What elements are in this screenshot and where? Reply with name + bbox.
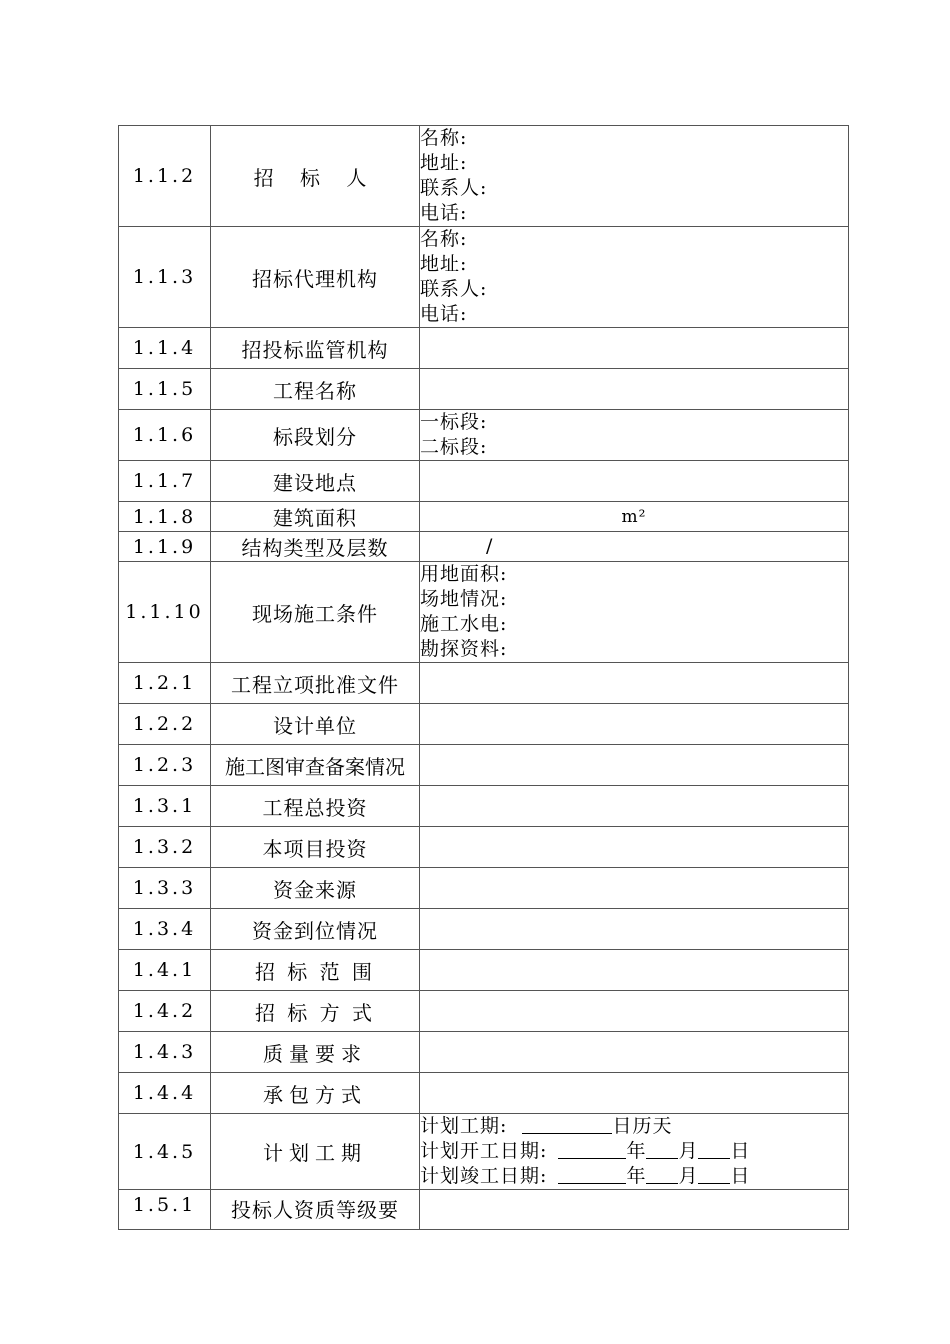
month-label: 月 [678,1165,699,1187]
row-value[interactable] [420,1073,849,1114]
table-row [119,786,849,827]
row-number: 1.1.5 [119,369,211,410]
contact-field: 联系人: [420,177,488,199]
start-date-label: 计划开工日期: [420,1140,548,1162]
table-row [119,227,849,328]
row-item: 结构类型及层数 [211,532,420,562]
row-item: 现场施工条件 [211,562,420,663]
contact-field: 联系人: [420,278,488,300]
land-area-field: 用地面积: [420,563,508,585]
phone-field: 电话: [420,202,468,224]
site-condition-field: 场地情况: [420,588,508,610]
row-value[interactable] [420,868,849,909]
row-value[interactable] [420,532,849,562]
row-number: 1.3.3 [119,868,211,909]
end-day-blank[interactable] [698,1165,730,1184]
section-one-field: 一标段: [420,411,488,433]
row-value[interactable] [420,410,849,461]
table-row [119,1032,849,1073]
phone-field: 电话: [420,303,468,325]
row-item: 设计单位 [211,704,420,745]
row-item: 工程总投资 [211,786,420,827]
row-value[interactable] [420,745,849,786]
year-label: 年 [626,1140,647,1162]
row-number: 1.1.10 [119,562,211,663]
row-value[interactable] [420,328,849,369]
table-row [119,328,849,369]
row-number: 1.1.3 [119,227,211,328]
name-field: 名称: [420,127,468,149]
row-number: 1.4.3 [119,1032,211,1073]
table-row [119,868,849,909]
table-row [119,745,849,786]
row-value[interactable] [420,562,849,663]
row-value[interactable] [420,786,849,827]
table-row [119,1114,849,1190]
row-item: 投标人资质等级要 [211,1190,420,1230]
row-item: 计划工期 [211,1114,420,1190]
row-value[interactable] [420,909,849,950]
table-row [119,704,849,745]
table-row [119,562,849,663]
row-value[interactable] [420,1114,849,1190]
utilities-field: 施工水电: [420,613,508,635]
day-label: 日 [730,1140,751,1162]
table-row [119,410,849,461]
duration-line [420,1114,848,1139]
row-value[interactable] [420,950,849,991]
table-row [119,369,849,410]
row-number: 1.2.3 [119,745,211,786]
row-item: 招 标 方 式 [211,991,420,1032]
table-row [119,502,849,532]
row-number: 1.1.4 [119,328,211,369]
row-item: 质量要求 [211,1032,420,1073]
row-number: 1.1.2 [119,126,211,227]
row-value[interactable] [420,369,849,410]
row-number: 1.4.2 [119,991,211,1032]
duration-unit: 日历天 [612,1115,673,1137]
end-year-blank[interactable] [558,1165,626,1184]
row-number: 1.2.1 [119,663,211,704]
end-date-line [420,1164,848,1189]
row-item: 施工图审查备案情况 [211,745,420,786]
start-date-line [420,1139,848,1164]
row-number: 1.3.1 [119,786,211,827]
row-value[interactable] [420,663,849,704]
start-year-blank[interactable] [558,1140,626,1159]
row-value[interactable] [420,704,849,745]
row-item: 招 标 范 围 [211,950,420,991]
address-field: 地址: [420,253,468,275]
row-number: 1.2.2 [119,704,211,745]
survey-data-field: 勘探资料: [420,638,508,660]
table-row [119,663,849,704]
row-value[interactable] [420,461,849,502]
row-item: 本项目投资 [211,827,420,868]
duration-blank[interactable] [522,1115,612,1134]
start-month-blank[interactable] [646,1140,678,1159]
duration-label: 计划工期: [420,1115,508,1137]
row-item: 标段划分 [211,410,420,461]
row-value[interactable] [420,827,849,868]
row-item: 招 标 人 [211,126,420,227]
row-number: 1.1.8 [119,502,211,532]
row-value[interactable] [420,227,849,328]
table-row [119,532,849,562]
row-number: 1.3.2 [119,827,211,868]
row-value[interactable] [420,991,849,1032]
row-item: 资金来源 [211,868,420,909]
bid-info-table [118,125,849,1230]
table-row [119,827,849,868]
table-row [119,1073,849,1114]
row-number: 1.5.1 [119,1190,211,1230]
row-item: 建筑面积 [211,502,420,532]
table-row [119,909,849,950]
name-field: 名称: [420,228,468,250]
row-value[interactable] [420,502,849,532]
table-row [119,950,849,991]
row-number: 1.4.1 [119,950,211,991]
row-number: 1.4.5 [119,1114,211,1190]
month-label: 月 [678,1140,699,1162]
table-row [119,991,849,1032]
end-month-blank[interactable] [646,1165,678,1184]
section-two-field: 二标段: [420,436,488,458]
day-label: 日 [730,1165,751,1187]
row-number: 1.1.9 [119,532,211,562]
row-number: 1.4.4 [119,1073,211,1114]
row-item: 工程立项批准文件 [211,663,420,704]
address-field: 地址: [420,152,468,174]
row-item: 建设地点 [211,461,420,502]
row-item: 承包方式 [211,1073,420,1114]
area-unit: m² [621,506,647,527]
row-item: 工程名称 [211,369,420,410]
row-item: 招标代理机构 [211,227,420,328]
structure-separator: / [486,535,494,557]
row-number: 1.1.6 [119,410,211,461]
row-number: 1.3.4 [119,909,211,950]
row-value[interactable] [420,1190,849,1230]
row-value[interactable] [420,1032,849,1073]
end-date-label: 计划竣工日期: [420,1165,548,1187]
row-value[interactable] [420,126,849,227]
row-item: 招投标监管机构 [211,328,420,369]
row-number: 1.1.7 [119,461,211,502]
year-label: 年 [626,1165,647,1187]
table-row [119,1190,849,1230]
start-day-blank[interactable] [698,1140,730,1159]
row-item: 资金到位情况 [211,909,420,950]
table-row [119,126,849,227]
table-row [119,461,849,502]
